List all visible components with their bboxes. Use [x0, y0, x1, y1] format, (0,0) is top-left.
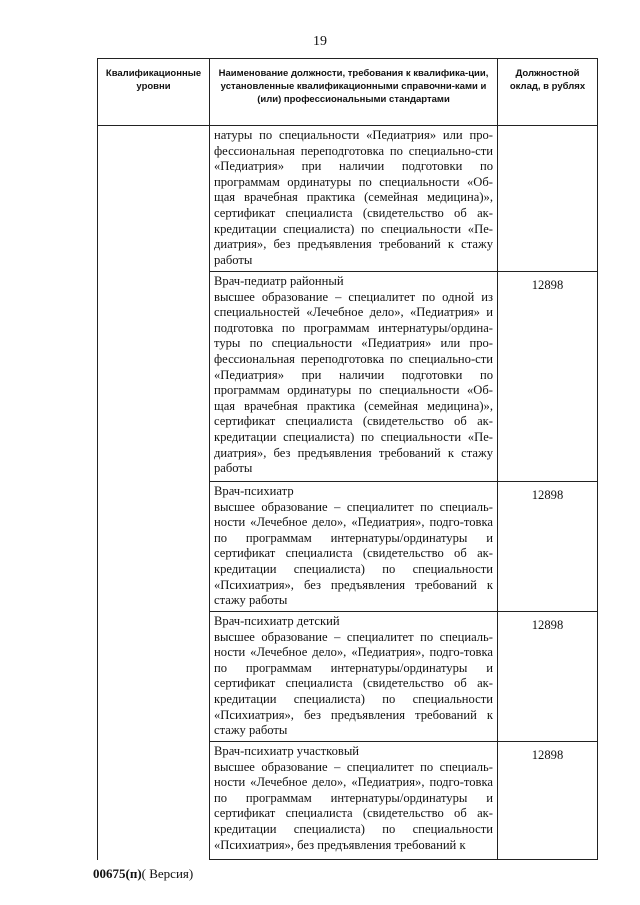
document-code-number: 00675(п): [93, 866, 142, 881]
position-description: [210, 272, 498, 482]
table-row: [98, 126, 598, 272]
salary-value: 12898: [498, 742, 598, 860]
position-requirements: высшее образование – специалитет по специаль-ности «Лечебное дело», «Педиатрия», подго-товка по программам интернатуры/ординатуры и сертификат специалиста (свидетельство об ак-кредитации специалиста) по специальности «Психиатрия», без предъявления требований к стажу работы: [214, 629, 493, 738]
position-requirements: высшее образование – специалитет по специаль-ности «Лечебное дело», «Педиатрия», подго-товка по программам интернатуры/ординатуры и сертификат специалиста (свидетельство об ак-кредитации специалиста) по специальности «Психиатрия», без предъявления требований к стажу работы: [214, 499, 493, 608]
position-description: [210, 742, 498, 860]
position-requirements: высшее образование – специалитет по специаль-ности «Лечебное дело», «Педиатрия», подго-товка по программам интернатуры/ординатуры и сертификат специалиста (свидетельство об ак-кредитации специалиста) по специальности «Психиатрия», без предъявления требований к: [214, 759, 493, 852]
header-qualification-levels: Квалификационные уровни: [98, 59, 210, 126]
salary-value: 12898: [498, 482, 598, 612]
header-position-name: Наименование должности, требования к квалифика-ции, установленные квалификационными справочни-ками и (или) профессиональными стандартами: [210, 59, 498, 126]
salary-value: [498, 126, 598, 272]
qualification-table: [97, 58, 598, 860]
header-salary: Должностной оклад, в рублях: [498, 59, 598, 126]
position-description: [210, 126, 498, 272]
position-description: [210, 482, 498, 612]
position-requirements: натуры по специальности «Педиатрия» или про-фессиональная переподготовка по специально-сти «Педиатрия» при наличии подготовки по программам ординатуры по специальности «Об-щая врачебная практика (семейная медицина)», сертификат специалиста (свидетельство об ак-кредитации специалиста) по специальности «Пе-диатрия», без предъявления требований к стажу работы: [214, 128, 493, 267]
document-code: [93, 866, 193, 882]
document-version: ( Версия): [141, 866, 194, 881]
page-number: 19: [313, 34, 327, 49]
position-description: [210, 612, 498, 742]
position-title: Врач-педиатр районный: [214, 274, 344, 288]
salary-value: 12898: [498, 612, 598, 742]
position-title: Врач-психиатр детский: [214, 614, 340, 628]
position-title: Врач-психиатр участковый: [214, 744, 360, 758]
position-title: Врач-психиатр: [214, 484, 294, 498]
position-requirements: высшее образование – специалитет по одной из специальностей «Лечебное дело», «Педиатрия» и подготовка по программам интернатуры/ордина-туры по специальности «Педиатрия» или про-фессиональная переподготовка по специально-сти «Педиатрия» при наличии подготовки по программам ординатуры по специальности «Об-щая врачебная практика (семейная медицина)», сертификат специалиста (свидетельство об ак-кредитации специалиста) по специальности «Пе-диатрия», без предъявления требований к стажу работы: [214, 289, 493, 476]
table-header-row: [98, 59, 598, 126]
salary-value: 12898: [498, 272, 598, 482]
qualification-level-cell: [98, 126, 210, 860]
